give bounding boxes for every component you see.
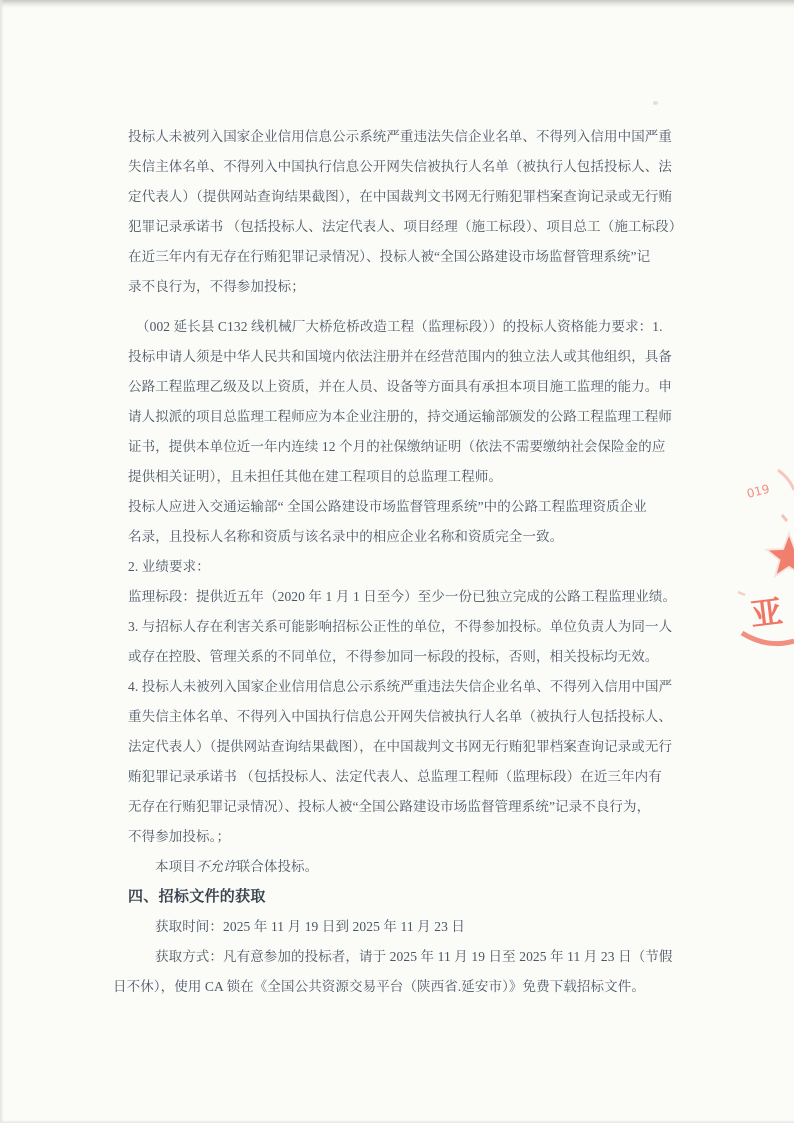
text-line: 公路工程监理乙级及以上资质，并在人员、设备等方面具有承担本项目施工监理的能力。申: [128, 379, 672, 394]
text-line: [128, 852, 673, 882]
text-line: 或存在控股、管理关系的不同单位，不得参加同一标段的投标，否则，相关投标均无效。: [128, 649, 659, 664]
paragraph-joint-venture-clause: [128, 852, 673, 882]
text-line: 投标申请人须是中华人民共和国境内依法注册并在经营范围内的独立法人或其他组织，具备: [128, 349, 672, 364]
jv-emphasis-not-allowed: 不允许: [195, 859, 237, 874]
paragraph-acquisition-time: [128, 912, 673, 942]
text-line: 投标人应进入交通运输部“ 全国公路建设市场监督管理系统”中的公路工程监理资质企业: [128, 499, 647, 514]
seal-arc-bottom: [742, 633, 794, 644]
text-line: 日不休），使用 CA 锁在《全国公共资源交易平台（陕西省.延安市）》免费下载招标文件。: [113, 979, 645, 994]
section-heading-document-acquisition: [128, 882, 673, 912]
jv-suffix: 联合体投标。: [236, 859, 319, 874]
jv-prefix: 本项目: [155, 859, 196, 874]
paragraph-performance-requirement-label: [128, 552, 673, 582]
text-line: （002 延长县 C132 线机械厂大桥危桥改造工程（监理标段））的投标人资格能力要求：1.: [136, 319, 663, 334]
scan-edge-left: [0, 0, 4, 1123]
text-line: 请人拟派的项目总监理工程师应为本企业注册的，持交通运输部颁发的公路工程监理工程师: [128, 409, 672, 424]
text-line: 提供相关证明），且未担任其他在建工程项目的总监理工程师。: [128, 469, 503, 484]
text-line: 不得参加投标。；: [128, 829, 231, 844]
paragraph-supervision-system-registry: [128, 492, 673, 552]
section-heading-text: 四、招标文件的获取: [128, 889, 266, 905]
text-line: 犯罪记录承诺书 （包括投标人、法定代表人、项目经理（施工标段）、项目总工（施工标段）: [128, 219, 683, 234]
text-line: 2. 业绩要求：: [128, 559, 210, 574]
paragraph-supervision-performance: [128, 582, 677, 612]
text-line: 无存在行贿犯罪记录情况）、投标人被“全国公路建设市场监督管理系统”记录不良行为，: [128, 799, 651, 814]
seal-character: 亚: [748, 593, 785, 633]
text-line: 名录，且投标人名称和资质与该名录中的相应企业名称和资质完全一致。: [128, 529, 564, 544]
text-line: 证书，提供本单位近一年内连续 12 个月的社保缴纳证明（依法不需要缴纳社会保险金的应: [128, 439, 666, 454]
text-line: 失信主体名单、不得列入中国执行信息公开网失信被执行人名单（被执行人包括投标人、法: [128, 159, 672, 174]
paragraph-qualification-requirements: [128, 312, 673, 492]
text-line: 3. 与招标人存在利害关系可能影响招标公正性的单位，不得参加投标。单位负责人为同一人: [128, 619, 673, 634]
seal-arc-top: [778, 470, 794, 490]
text-line: 法定代表人）（提供网站查询结果截图），在中国裁判文书网无行贿犯罪档案查询记录或无行: [128, 739, 673, 754]
text-line: 在近三年内有无存在行贿犯罪记录情况）、投标人被“全国公路建设市场监督管理系统”记: [128, 249, 651, 264]
seal-rim-tick: [738, 592, 745, 595]
paragraph-conflict-of-interest: [128, 612, 673, 672]
paragraph-bidder-credit-requirements: [128, 122, 683, 302]
seal-digits: 019: [745, 481, 771, 501]
text-line: 4. 投标人未被列入国家企业信用信息公示系统严重违法失信企业名单、不得列入信用中国严: [128, 679, 673, 694]
paragraph-credit-requirements-item4: [128, 672, 673, 852]
scan-edge-top: [0, 0, 794, 8]
scan-speck: [653, 101, 658, 105]
text-line: 获取时间：2025 年 11 月 19 日到 2025 年 11 月 23 日: [155, 919, 466, 934]
text-line: 监理标段：提供近五年（2020 年 1 月 1 日至今）至少一份已独立完成的公路工程监理业绩。: [128, 589, 677, 604]
text-line: 定代表人）（提供网站查询结果截图），在中国裁判文书网无行贿犯罪档案查询记录或无行贿: [128, 189, 673, 204]
seal-fleck: [782, 515, 787, 521]
text-line: 重失信主体名单、不得列入中国执行信息公开网失信被执行人名单（被执行人包括投标人、: [128, 709, 672, 724]
text-line: 投标人未被列入国家企业信用信息公示系统严重违法失信企业名单、不得列入信用中国严重: [128, 129, 672, 144]
text-line: 贿犯罪记录承诺书 （包括投标人、法定代表人、总监理工程师（监理标段）在近三年内有: [128, 769, 662, 784]
text-line: 获取方式：凡有意参加的投标者，请于 2025 年 11 月 19 日至 2025 年 11 月 23 日（节假: [155, 949, 673, 964]
seal-star-halo: [764, 531, 794, 579]
official-seal-partial: [734, 430, 794, 660]
paragraph-acquisition-method: [113, 942, 673, 1002]
document-body: [113, 122, 683, 1002]
text-line: 录不良行为，不得参加投标；: [128, 279, 305, 294]
